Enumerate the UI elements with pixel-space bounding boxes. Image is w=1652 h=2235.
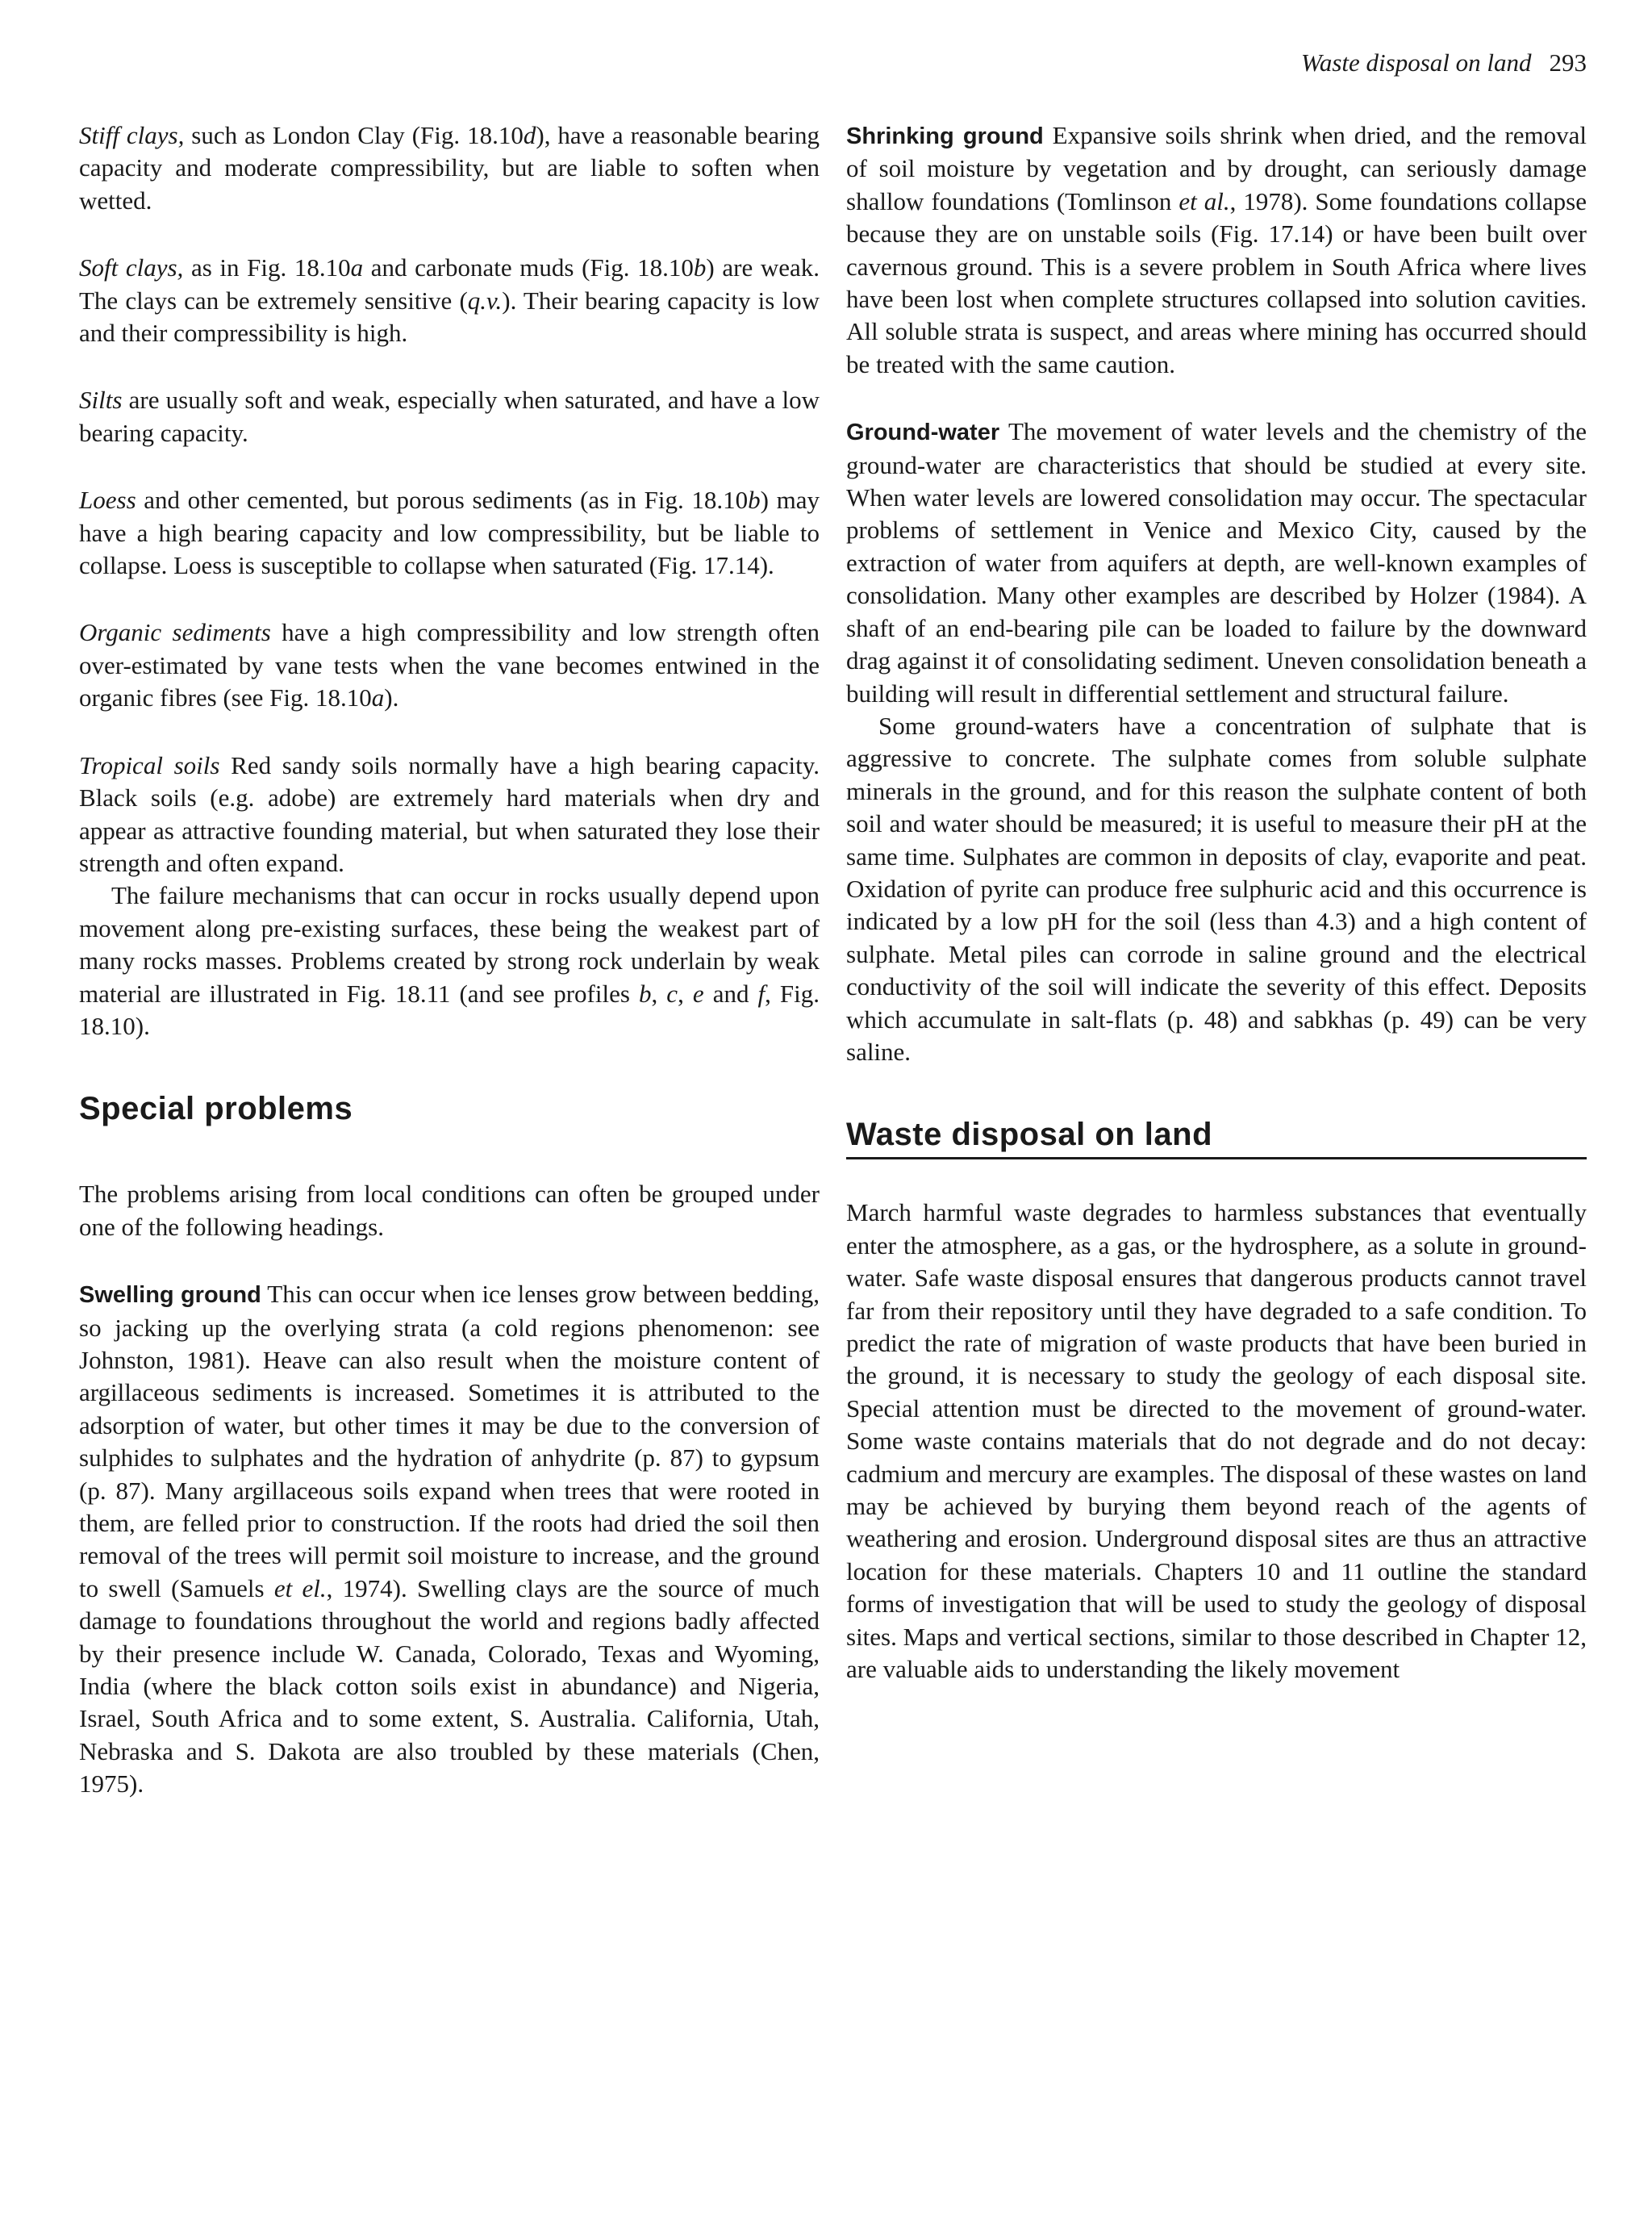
heading-special-problems: Special problems — [79, 1091, 353, 1127]
heading-waste-disposal: Waste disposal on land — [846, 1115, 1587, 1159]
page-number: 293 — [1549, 48, 1587, 77]
paragraph-swelling-ground: Swelling ground This can occur when ice lenses grow between bedding, so jacking up the overlying strata (a cold regions phenomenon: see Johnston, 1981). Heave can also result when the moisture content of argillaceous sediments is increased. Sometimes it is attributed to the adsorption of water, but other times it may be due to the conversion of sulphides to sulphates and the hydration of anhydrite (p. 87) to gypsum (p. 87). Many argillaceous soils expand when trees that were rooted in them, are felled prior to construction. If the roots had dried the soil then removal of the trees will permit soil moisture to increase, and the ground to swell (Samuels et el., 1974). Swelling clays are the source of much damage to foundations throughout the world and regions badly affected by their presence include W. Canada, Colorado, Texas and Wyoming, India (where the black cotton soils exist in abundance) and Nigeria, Israel, South Africa and to some extent, S. Australia. California, Utah, Nebraska and S. Dakota are also troubled by these materials (Chen, 1975). — [79, 1280, 820, 1798]
paragraph-shrinking-ground: Shrinking ground Expansive soils shrink when dried, and the removal of soil moisture by vegetation and by drought, can seriously damage shallow foundations (Tomlinson et al., 1978). Some foundations collapse because they are on unstable soils (Fig. 17.14) or have been built over cavernous ground. This is a severe problem in South Africa where lives have been lost when complete structures collapsed into solution cavities. All soluble strata is suspect, and areas where mining has occurred should be treated with the same caution. — [846, 121, 1587, 378]
paragraph-special-intro: The problems arising from local conditions can often be grouped under one of the following headings. — [79, 1180, 820, 1241]
paragraph-stiff-clays: Stiff clays, such as London Clay (Fig. 18.10d), have a reasonable bearing capacity and moderate compressibility, but are liable to soften when wetted. — [79, 121, 820, 215]
right-column — [846, 119, 1587, 1686]
paragraph-waste-disposal: March harmful waste degrades to harmless substances that eventually enter the atmosphere, as a gas, or the hydrosphere, as a solute in ground-water. Safe waste disposal ensures that dangerous products cannot travel far from their repository until they have degraded to a safe condition. To predict the rate of migration of waste products that have been buried in the ground, it is necessary to study the geology of each disposal site. Special attention must be directed to the movement of ground-water. Some waste contains materials that do not degrade and do not decay: cadmium and mercury are examples. The disposal of these wastes on land may be achieved by burying them beyond reach of the agents of weathering and erosion. Underground disposal sites are thus an attractive location for these materials. Chapters 10 and 11 outline the standard forms of investigation that will be used to study the geology of disposal sites. Maps and vertical sections, similar to those described in Chapter 12, are valuable aids to understanding the likely movement — [846, 1198, 1587, 1684]
paragraph-failure-mechanisms: The failure mechanisms that can occur in rocks usually depend upon movement along pre-existing surfaces, these being the weakest part of many rocks masses. Problems created by strong rock underlain by weak material are illustrated in Fig. 18.11 (and see profiles b, c, e and f, Fig. 18.10). — [79, 881, 820, 1040]
left-column — [79, 119, 820, 1801]
term-swelling-ground: Swelling ground — [79, 1282, 261, 1309]
paragraph-sulphate: Some ground-waters have a concentration of sulphate that is aggressive to concrete. The sulphate comes from soluble sulphate minerals in the ground, and for this reason the sulphate content of both soil and water should be measured; it is useful to measure their pH at the same time. Sulphates are common in deposits of clay, evaporite and peat. Oxidation of pyrite can produce free sulphuric acid and this occurrence is indicated by a low pH for the soil (less than 4.3) and a high content of sulphate. Metal piles can corrode in saline ground and the electrical conductivity of the soil will indicate the severity of this effect. Deposits which accumulate in salt-flats (p. 48) and sabkhas (p. 49) can be very saline. — [846, 711, 1587, 1066]
running-header — [839, 47, 1587, 79]
term-ground-water: Ground-water — [846, 420, 1000, 446]
paragraph-soft-clays: Soft clays, as in Fig. 18.10a and carbonate muds (Fig. 18.10b) are weak. The clays can be extremely sensitive (q.v.). Their bearing capacity is low and their compressibility is high. — [79, 253, 820, 348]
term-organic-sediments: Organic sediments — [79, 618, 271, 647]
paragraph-silts: Silts are usually soft and weak, especially when saturated, and have a low bearing capacity. — [79, 386, 820, 447]
running-title: Waste disposal on land — [1300, 48, 1532, 77]
term-soft-clays: Soft clays, — [79, 253, 184, 282]
term-loess: Loess — [79, 486, 136, 515]
term-tropical-soils: Tropical soils — [79, 750, 220, 779]
term-silts: Silts — [79, 386, 123, 415]
term-shrinking-ground: Shrinking ground — [846, 123, 1044, 149]
term-stiff-clays: Stiff clays, — [79, 121, 185, 149]
paragraph-tropical-soils: Tropical soils Red sandy soils normally have a high bearing capacity. Black soils (e.g. adobe) are extremely hard materials when dry and appear as attractive founding material, but when saturated they lose their strength and often expand. — [79, 750, 820, 877]
paragraph-ground-water: Ground-water The movement of water levels and the chemistry of the ground-water are characteristics that should be studied at every site. When water levels are lowered consolidation may occur. The spectacular problems of settlement in Venice and Mexico City, caused by the extraction of water from aquifers at depth, are well-known examples of consolidation. Many other examples are described by Holzer (1984). A shaft of an end-bearing pile can be loaded to failure by the downward drag against it of consolidating sediment. Uneven consolidation beneath a building will result in differential settlement and structural failure. — [846, 417, 1587, 708]
paragraph-loess: Loess and other cemented, but porous sediments (as in Fig. 18.10b) may have a high bearing capacity and low compressibility, but be liable to collapse. Loess is susceptible to collapse when saturated (Fig. 17.14). — [79, 486, 820, 580]
paragraph-organic-sediments: Organic sediments have a high compressibility and low strength often over-estimated by vane tests when the vane becomes entwined in the organic fibres (see Fig. 18.10a). — [79, 618, 820, 712]
